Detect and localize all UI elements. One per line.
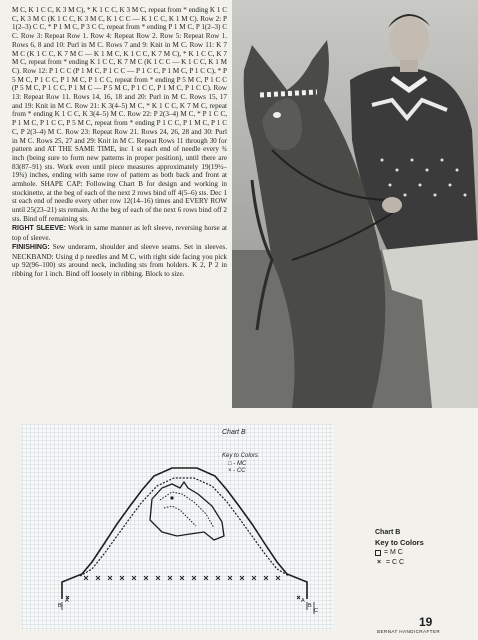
page-number: 19	[419, 615, 433, 629]
chart-marker-b-right: B	[308, 603, 312, 609]
chart-marker-b-left: B	[58, 603, 62, 609]
finishing-section	[12, 243, 227, 279]
right-sleeve-heading: RIGHT SLEEVE:	[12, 225, 67, 233]
legend-subtitle: Key to Colors	[375, 538, 424, 547]
knitting-chart-grid	[22, 424, 334, 630]
finishing-text: Sew underarm, shoulder and sleeve seams. Set in sleeves. NECKBAND: Using d p needles and M C, with right side facing you pick up 92(96–100) sts around neck, including sts from holders. K 2, P 2 in ribbing for 1 inch. Bind off loosely in ribbing. Block to size.	[12, 242, 227, 279]
chart-handwritten-key-title: Key to Colors	[222, 453, 259, 459]
chart-handwritten-title: Chart B	[222, 429, 246, 436]
legend-row-cc	[375, 558, 455, 568]
legend-mc-label: = M C	[384, 549, 403, 556]
chart-marker-c-right: C	[314, 608, 318, 614]
rider-photo	[232, 0, 478, 408]
legend-row-mc	[375, 548, 455, 558]
right-sleeve-section	[12, 224, 227, 242]
finishing-heading: FINISHING:	[12, 243, 50, 251]
instructions-paragraph: M C, K 1 C C, K 3 M C), * K 1 C C, K 3 M C, repeat from * ending K 1 C C, K 3 M C (K 1 C C, K 3 M C, K 1 C C — K 1 C C, K 1 M C). Row 2: P 1(2–3) C C, * P 1 M C, P 3 C C, repeat from * ending P 1 M C, P 1(2–3) C C. Row 3: Repeat Row 1. Row 4: Repeat Row 2. Row 5: Repeat Row 1. Rows 6, 8 and 10: Purl in M C. Rows 7 and 9: Knit in M C. Row 11: K 7 M C (K 1 C C, K 7 M C — K 1 M C, K 1 C C, K 7 M C), * K 1 C C, K 7 M C, repeat from * ending K 1 C C, K 7 M C (K 1 C C — K 1 C C, K 1 M C). Row 12: P 1 C C (P 1 M C, P 1 C C — P 1 C C, P 1 M C, P 1 C C), * P 5 M C, P 1 C C, P 1 M C, P 1 C C, repeat from * ending P 5 M C, P 1 C C (P 5 M C, P 1 C C, P 1 M C — P 5 M C, P 1 C C, P 1 M C, P 1 C C). Row 13: Repeat Row 11. Rows 14, 16, 18 and 20: Purl in M C. Rows 15, 17 and 19: Knit in M C. Row 21: K 3(4–5) M C, * K 1 C C, K 7 M C, repeat from * ending K 1 C C, K 3(4–5) M C. Row 22: P 2(3–4) M C, * P 1 C C, P 1 M C, P 1 C C, P 5 M C, repeat from * ending P 1 C C, P 1 M C, P 1 C C, P 2(3–4) M C. Row 23: Repeat Row 21. Rows 24, 26, 28 and 30: Purl in M C. Rows 25, 27 and 29: Knit in M C. Repeat Rows 11 through 30 for pattern and AT THE SAME TIME, inc 1 st each end of needle every ¾ inch (being sure to form new patterns in proper position), until there are 83(87–91) sts. Work even until piece measures approximately 19(19½–19¾) inches, ending with same row of pattern as both back and front at armhole. SHAPE CAP: Following Chart B for design and working in stockinette, at the beg of each of the next 2 rows bind off 4(5–6) sts. Dec 1 st each end of needle every other row 12(14–16) times and EVERY ROW until 25(23–21) sts remain. At the beg of each of the next 6 rows bind off 2 sts. Bind off remaining sts.	[12, 6, 227, 223]
x-mark-icon: ×	[376, 559, 382, 566]
chart-handwritten-key-cc: × - CC	[228, 468, 246, 474]
empty-square-icon	[375, 550, 381, 556]
publisher-name: BERNAT HANDICRAFTER	[377, 629, 441, 634]
legend-title: Chart B	[375, 529, 401, 536]
chart-handwritten-key-mc: □ - MC	[228, 461, 247, 467]
chart-legend	[375, 528, 455, 568]
chart-marker-a-left: A	[65, 598, 69, 604]
pattern-instructions	[12, 6, 227, 279]
chart-b-graph	[22, 424, 334, 630]
legend-cc-label: = C C	[386, 559, 405, 566]
chart-marker-a-right: A	[301, 598, 305, 604]
right-sleeve-text: Work in same manner as left sleeve, reversing horse at top of sleeve.	[12, 224, 228, 242]
